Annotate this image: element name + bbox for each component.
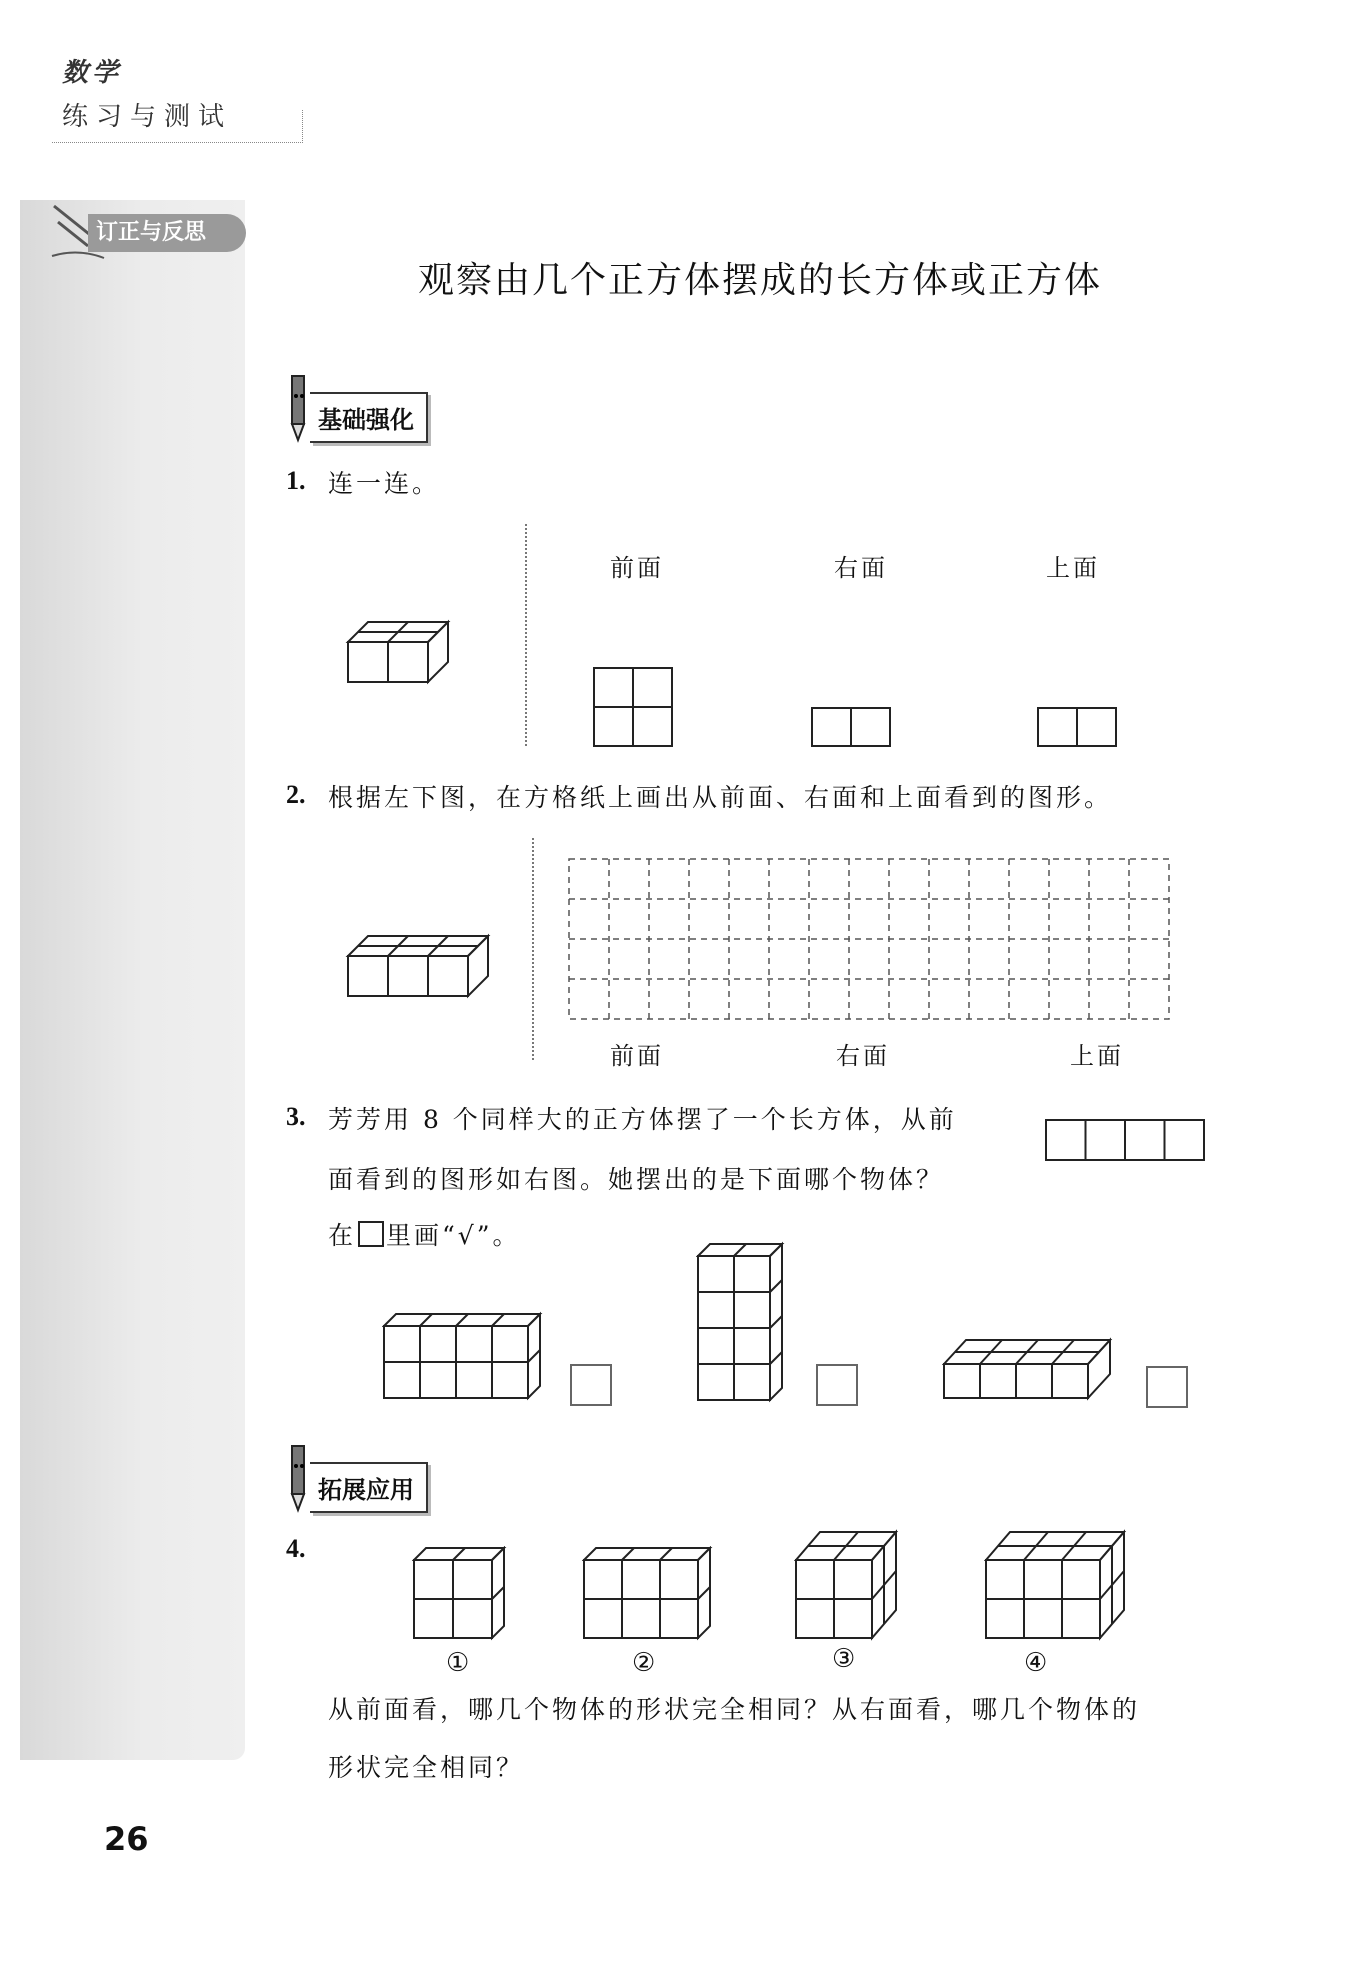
q4-marker-1: ①	[446, 1648, 470, 1678]
q2-cuboid-figure	[344, 922, 504, 1004]
q4-marker-4: ④	[1024, 1648, 1048, 1678]
pencil-icon	[286, 1444, 310, 1514]
q1-label-top: 上面	[1046, 554, 1100, 582]
q1-label-right: 右面	[834, 554, 888, 582]
q3-number: 3.	[286, 1102, 306, 1131]
q4-figure-1	[412, 1546, 508, 1642]
q3-option-b-figure	[696, 1240, 788, 1404]
q4-line1: 从前面看，哪几个物体的形状完全相同？从右面看，哪几个物体的	[328, 1695, 1141, 1724]
book-title: 练习与测试	[62, 102, 233, 132]
section-extend-heading: 拓展应用	[310, 1462, 428, 1513]
q1-number: 1.	[286, 466, 306, 495]
q1-text: 连一连。	[328, 469, 441, 498]
q3-line1: 芳芳用 8 个同样大的正方体摆了一个长方体，从前	[328, 1105, 957, 1134]
page-number: 26	[104, 1820, 149, 1858]
q2-grid-paper[interactable]	[568, 858, 1172, 1022]
q1-label-front: 前面	[610, 554, 664, 582]
q1-view-2x2	[592, 666, 676, 750]
q3-line3-pre: 在	[328, 1221, 357, 1250]
q4-figure-4	[984, 1528, 1130, 1642]
pencil-icon	[286, 374, 310, 444]
inline-box-icon	[358, 1221, 384, 1247]
q4-line2: 形状完全相同？	[328, 1753, 525, 1782]
q3-line3	[328, 1216, 521, 1252]
q3-option-a-checkbox[interactable]	[570, 1364, 612, 1406]
q3-line3-post: 里画“√”。	[386, 1221, 521, 1250]
q4-marker-2: ②	[632, 1648, 656, 1678]
q4-marker-3: ③	[832, 1644, 856, 1674]
correction-sidebar	[20, 200, 245, 1760]
header-underline	[52, 110, 303, 143]
q2-label-right: 右面	[836, 1042, 890, 1070]
q3-option-c-checkbox[interactable]	[1146, 1366, 1188, 1408]
q1-view-1x2-b	[1036, 706, 1120, 750]
q3-line2: 面看到的图形如右图。她摆出的是下面哪个物体？	[328, 1165, 945, 1194]
q3-option-c-figure	[942, 1336, 1114, 1402]
q1-view-1x2-a	[810, 706, 894, 750]
q2-label-top: 上面	[1070, 1042, 1124, 1070]
q2-label-front: 前面	[610, 1042, 664, 1070]
q3-front-view	[1044, 1118, 1208, 1164]
q4-figure-2	[582, 1546, 714, 1642]
q2-text: 根据左下图，在方格纸上画出从前面、右面和上面看到的图形。	[328, 783, 1113, 812]
q1-divider	[525, 524, 527, 746]
section-basic-heading: 基础强化	[310, 392, 428, 443]
q4-figure-3	[794, 1528, 900, 1642]
q3-option-b-checkbox[interactable]	[816, 1364, 858, 1406]
sidebar-tag: 订正与反思	[88, 214, 246, 252]
q2-number: 2.	[286, 780, 306, 809]
q3-option-a-figure	[382, 1310, 544, 1402]
q1-cuboid-figure	[344, 610, 464, 690]
q4-number: 4.	[286, 1534, 306, 1563]
book-subject: 数学	[62, 58, 123, 88]
q2-divider	[532, 838, 534, 1060]
lesson-title: 观察由几个正方体摆成的长方体或正方体	[417, 260, 1102, 301]
